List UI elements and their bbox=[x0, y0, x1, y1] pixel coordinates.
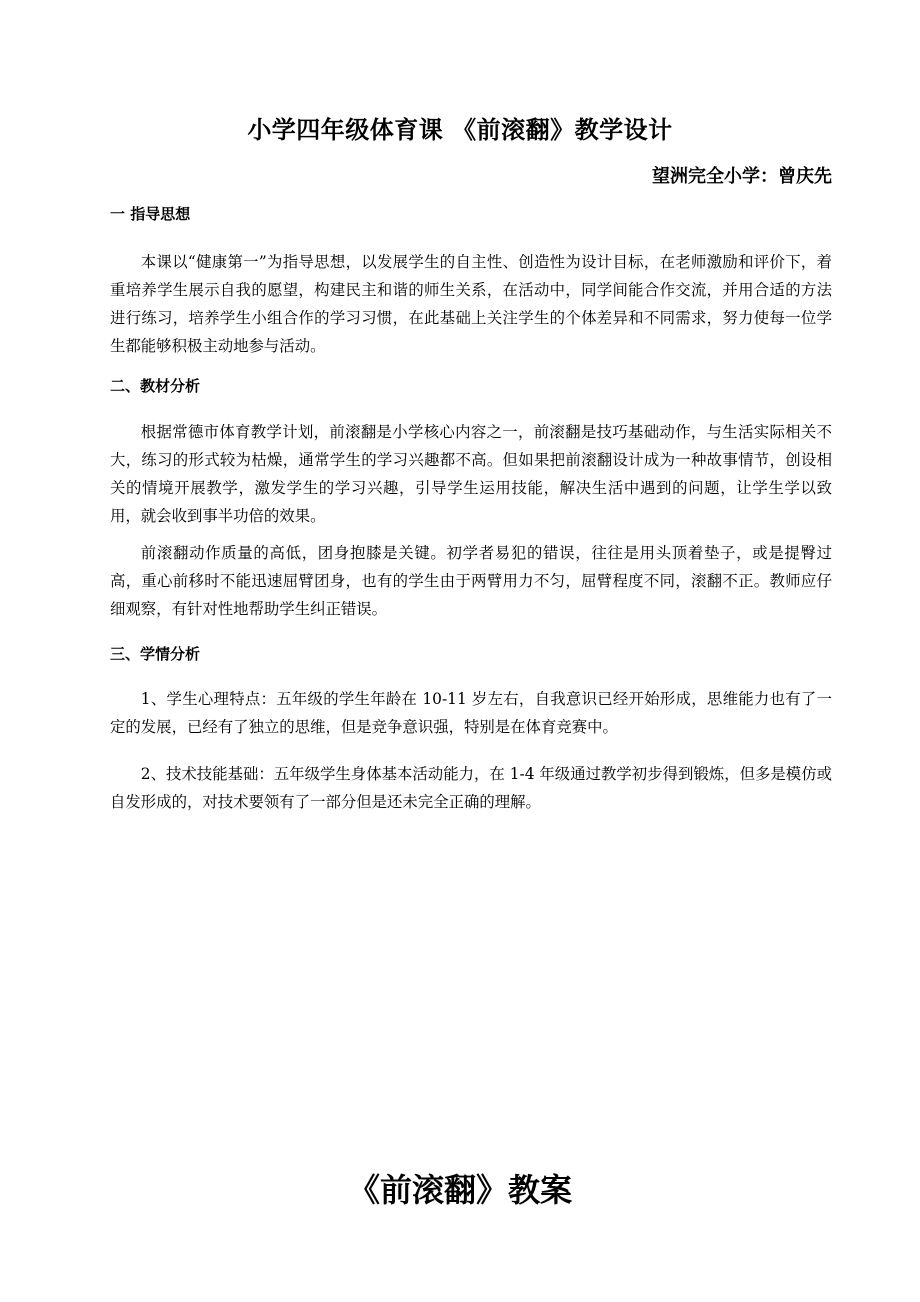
section-heading-material-analysis: 二、教材分析 bbox=[110, 377, 201, 395]
paragraph-student-psychology: 1、学生心理特点：五年级的学生年龄在 10-11 岁左右，自我意识已经开始形成，思维能力也有了一定的发展，已经有了独立的思维，但是竞争意识强，特别是在体育竞赛中。 bbox=[110, 690, 832, 736]
paragraph-guiding-idea: 本课以“健康第一”为指导思想，以发展学生的自主性、创造性为设计目标，在老师激励和评价下，着重培养学生展示自我的愿望，构建民主和谐的师生关系，在活动中，同学间能合作交流，并用合适的方法进行练习，培养学生小组合作的学习习惯，在此基础上关注学生的个体差异和不同需求，努力使每一位学生都能够积极主动地参与活动。 bbox=[110, 253, 832, 355]
section-heading-guiding-idea: 一 指导思想 bbox=[110, 205, 191, 223]
paragraph-skill-foundation: 2、技术技能基础：五年级学生身体基本活动能力，在 1-4 年级通过教学初步得到锻炼，但多是模仿或自发形成的，对技术要领有了一部分但是还未完全正确的理解。 bbox=[110, 765, 832, 811]
paragraph-material-analysis-1: 根据常德市体育教学计划，前滚翻是小学核心内容之一，前滚翻是技巧基础动作，与生活实际相关不大，练习的形式较为枯燥，通常学生的学习兴趣都不高。但如果把前滚翻设计成为一种故事情节，创设相关的情境开展教学，激发学生的学习兴趣，引导学生运用技能，解决生活中遇到的问题，让学生学以致用，就会收到事半功倍的效果。 bbox=[110, 423, 832, 525]
author-line: 望洲完全小学：曾庆先 bbox=[652, 166, 832, 187]
section-heading-student-analysis: 三、学情分析 bbox=[110, 645, 201, 663]
paragraph-material-analysis-2: 前滚翻动作质量的高低，团身抱膝是关键。初学者易犯的错误，往往是用头顶着垫子，或是提臀过高，重心前移时不能迅速屈臂团身，也有的学生由于两臂用力不匀，屈臂程度不同，滚翻不正。教师应仔细观察，有针对性地帮助学生纠正错误。 bbox=[110, 544, 832, 618]
lesson-plan-title: 《前滚翻》教案 bbox=[347, 1171, 572, 1209]
document-title: 小学四年级体育课 《前滚翻》教学设计 bbox=[247, 116, 673, 144]
